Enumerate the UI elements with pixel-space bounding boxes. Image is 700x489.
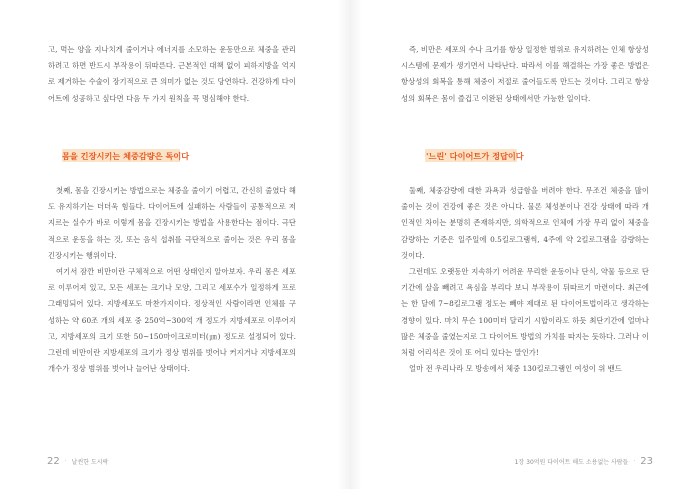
running-title: 날씬한 도시락 [71,459,109,466]
section-heading: '느린' 다이어트가 정답이다 [426,151,524,161]
page-number: 22 [47,456,60,467]
paragraph: 즉, 비만은 세포의 수나 크기를 항상 일정한 범위로 유지하려는 인체 항상성 시스템에 문제가 생기면서 나타난다. 따라서 이를 해결하는 가장 좋은 방법은 항상성의 회복을 통해 체중이 저절로 줄어들도록 만드는 것이다. 그리고 항상성의 회복은 몸이 즐겁고 이완된 상태에서만 가능한 일이다. [401,45,649,103]
paragraph: 첫째, 몸을 긴장시키는 방법으로는 체중을 줄이기 어렵고, 간신히 줄였다 해도 유지하기는 더더욱 힘들다. 다이어트에 실패하는 사람들이 공통적으로 저지르는 실수가 바로 이렇게 몸을 긴장시키는 방법을 사용한다는 점이다. 극단적으로 운동을 하는 것, 또는 음식 섭취를 극단적으로 줄이는 것은 우리 몸을 긴장시키는 행위이다. [48,186,296,260]
running-title: 1장 30억원 다이어트 해도 소용없는 사람들 [514,459,629,466]
left-top-text [48,42,296,107]
page-footer [515,456,653,467]
paragraph: 여기서 잠깐 비만이란 구체적으로 어떤 상태인지 알아보자. 우리 몸은 세포로 이루어져 있고, 모든 세포는 크기나 모양, 그리고 세포수가 일정하게 프로그래밍되어 있다. 지방세포도 마찬가지이다. 정상적인 사람이라면 인체를 구성하는 약 60조 개의 세포 중 250억~300억 개 정도가 지방세포로 이루어지고, 지방세포의 크기 또한 50~150마이크로미터(㎛) 정도로 설정되어 있다. 그런데 비만이란 지방세포의 크기가 정상 범위를 벗어나 커지거나 지방세포의 개수가 정상 범위를 벗어나 늘어난 상태이다. [48,267,296,374]
page-number: 23 [640,456,653,467]
right-body-text [401,183,649,377]
right-page [350,0,700,489]
right-top-text [401,42,649,107]
page-footer [47,456,108,467]
paragraph: 그런데도 오랫동안 지속하기 어려운 무리한 운동이나 단식, 약물 등으로 단기간에 살을 빼려고 욕심을 부리다 보니 부작용이 뒤따르기 마련이다. 최근에는 한 달에 7~8킬로그램 정도는 빼야 제대로 된 다이어트법이라고 생각하는 경향이 있다. 마치 무슨 100미터 달리기 시합이라도 하듯 최단기간에 얼마나 많은 체중을 줄였는지로 그 다이어트 방법의 가치를 따지는 듯하다. 그러나 이처럼 어리석은 것이 또 어디 있다는 말인가! [401,267,649,358]
paragraph: 둘째, 체중감량에 대한 과욕과 성급함을 버려야 한다. 무조건 체중을 많이 줄이는 것이 건강에 좋은 것은 아니다. 물론 체성분이나 건강 상태에 따라 개인적인 차이는 분명히 존재하지만, 의학적으로 인체에 가장 무리 없이 체중을 감량하는 기준은 일주일에 0.5킬로그램씩, 4주에 약 2킬로그램을 감량하는 것이다. [401,186,649,260]
section-heading: 몸을 긴장시키는 체중감량은 독이다 [62,151,190,161]
left-body-text [48,183,296,377]
separator-dot: · [64,458,67,465]
paragraph: 고, 먹는 양을 지나치게 줄이거나 에너지를 소모하는 운동만으로 체중을 관리하려고 하면 반드시 부작용이 뒤따른다. 근본적인 대책 없이 피하지방을 억지로 제거하는 수술이 장기적으로 큰 의미가 없는 것도 당연하다. 건강하게 다이어트에 성공하고 싶다면 다음 두 가지 원칙을 꼭 명심해야 한다. [48,45,296,103]
separator-dot: · [633,458,636,465]
paragraph: 얼마 전 우리나라 모 방송에서 체중 130킬로그램인 여성이 위 밴드 [409,364,622,374]
